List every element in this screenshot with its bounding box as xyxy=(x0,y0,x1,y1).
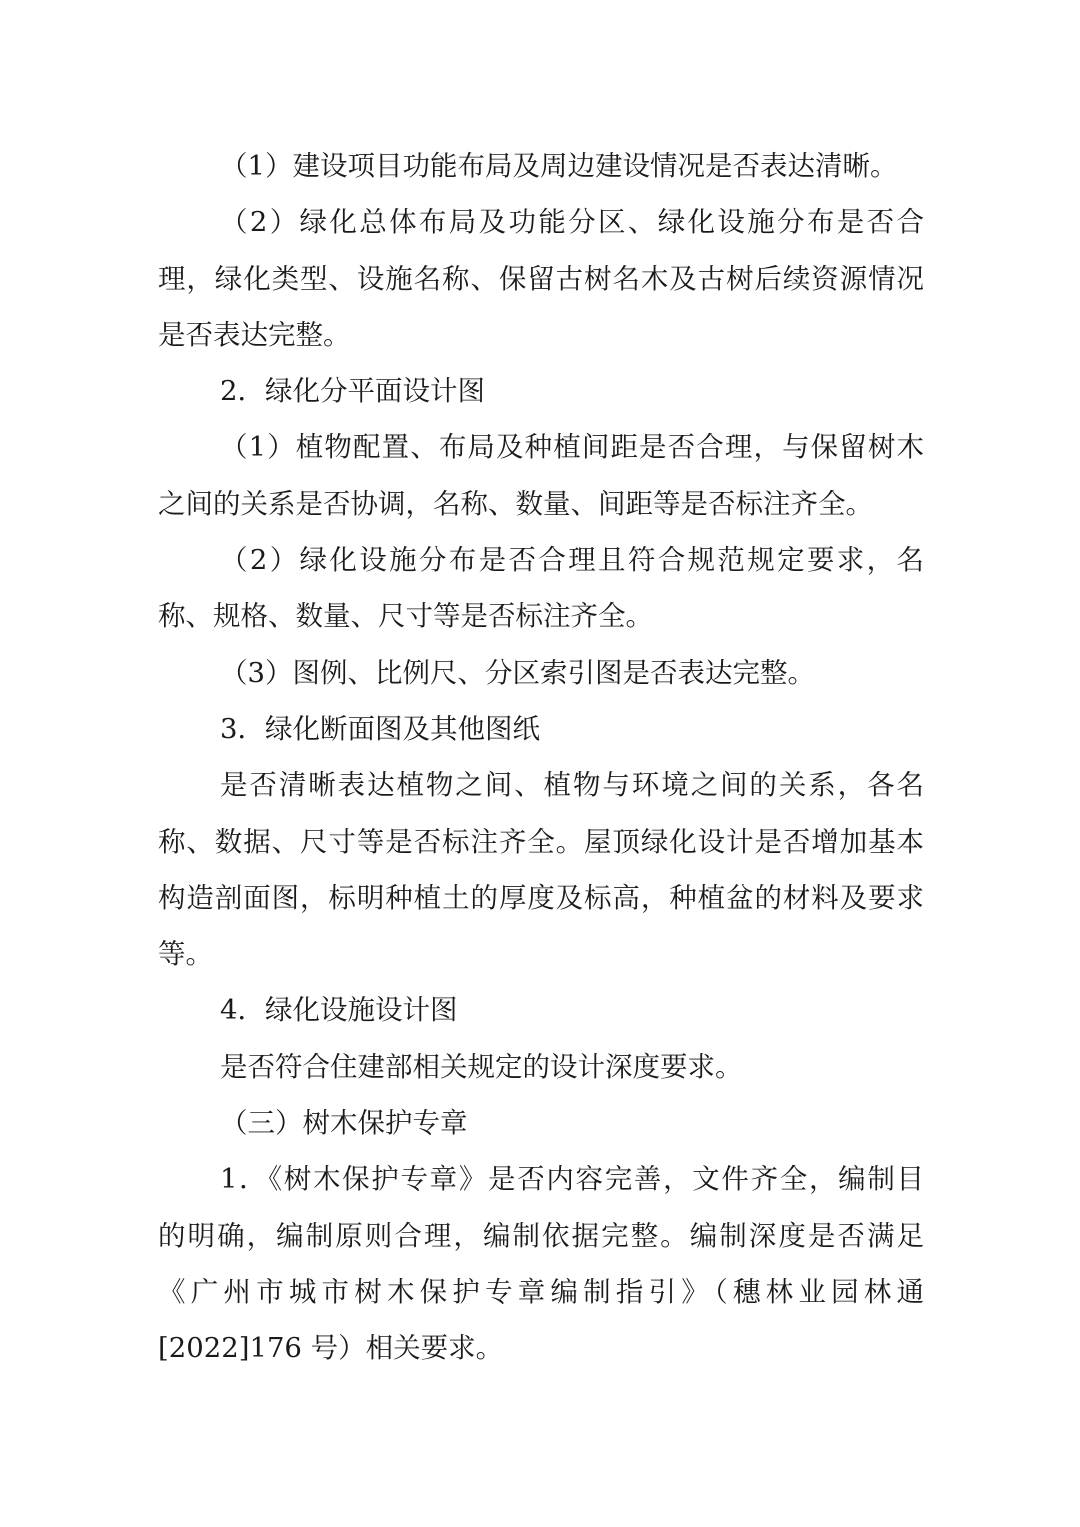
paragraph-greening-layout: （2）绿化总体布局及功能分区、绿化设施分布是否合理，绿化类型、设施名称、保留古树名木及古树后续资源情况是否表达完整。 xyxy=(158,206,924,351)
paragraph-tree-protection-requirements xyxy=(158,1151,924,1376)
heading-greening-plan: 2．绿化分平面设计图 xyxy=(220,375,485,408)
paragraph-line: [2022]176 号）相关要求。 xyxy=(158,1332,504,1365)
paragraph-design-depth: 是否符合住建部相关规定的设计深度要求。 xyxy=(220,1050,743,1083)
paragraph-line: 的明确，编制原则合理，编制依据完整。编制深度是否满足 xyxy=(158,1219,924,1252)
paragraph-section-drawings: 是否清晰表达植物之间、植物与环境之间的关系，各名称、数据、尺寸等是否标注齐全。屋顶绿化设计是否增加基本构造剖面图，标明种植土的厚度及标高，种植盆的材料及要求等。 xyxy=(158,769,924,971)
heading-tree-protection: （三）树木保护专章 xyxy=(220,1107,468,1140)
paragraph-layout-clarity: （1）建设项目功能布局及周边建设情况是否表达清晰。 xyxy=(220,150,898,182)
paragraph-line: 1．《树木保护专章》是否内容完善，文件齐全，编制目 xyxy=(220,1163,924,1196)
paragraph-facility-distribution: （2）绿化设施分布是否合理且符合规范规定要求，名称、规格、数量、尺寸等是否标注齐全。 xyxy=(158,544,924,633)
heading-facility-design: 4．绿化设施设计图 xyxy=(220,994,458,1027)
paragraph-line: 《广州市城市树木保护专章编制指引》（穗林业园林通 xyxy=(158,1275,924,1308)
paragraph-legend-scale: （3）图例、比例尺、分区索引图是否表达完整。 xyxy=(220,656,815,689)
paragraph-plant-configuration: （1）植物配置、布局及种植间距是否合理，与保留树木之间的关系是否协调，名称、数量、间距等是否标注齐全。 xyxy=(158,431,924,520)
document-body xyxy=(158,138,924,1377)
heading-section-drawings: 3．绿化断面图及其他图纸 xyxy=(220,712,540,745)
